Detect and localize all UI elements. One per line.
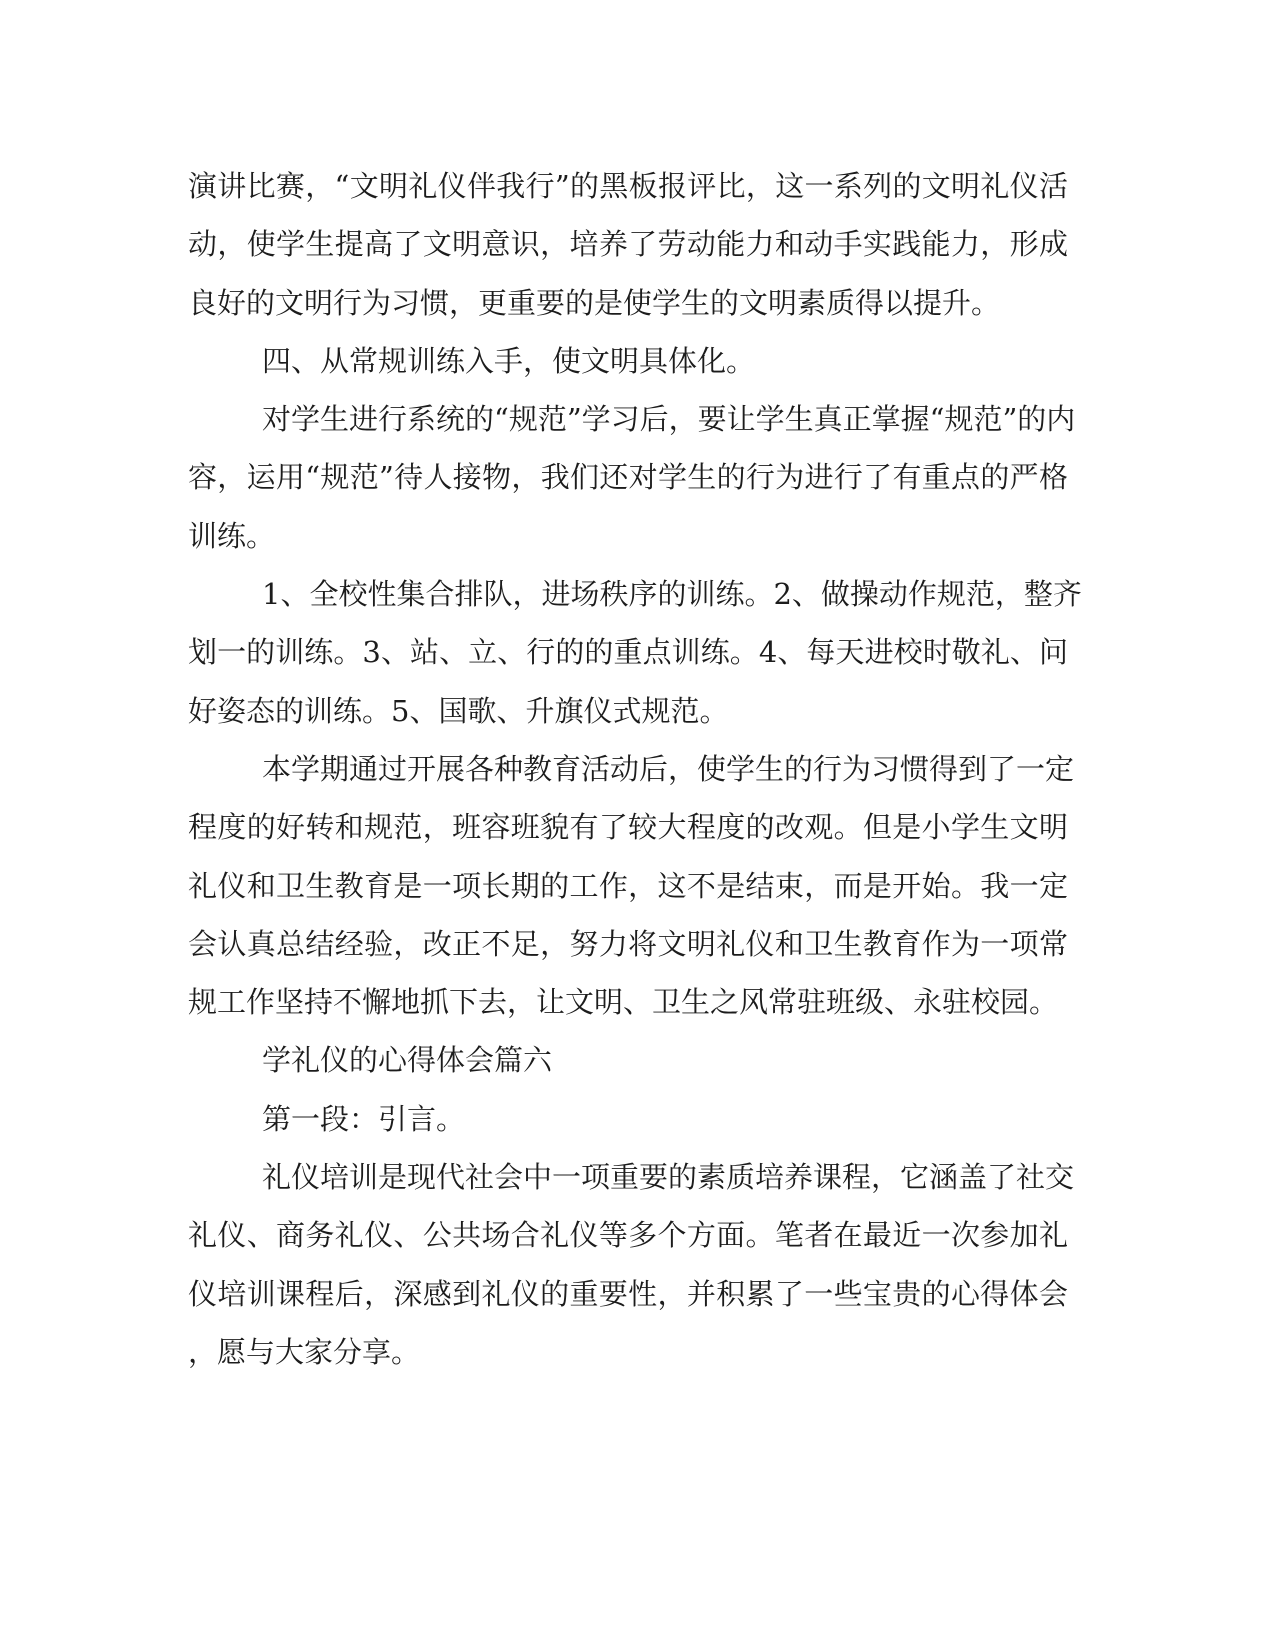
text-line: 划一的训练。3、站、立、行的的重点训练。4、每天进校时敬礼、问	[188, 635, 1068, 670]
section-heading: 第一段：引言。	[262, 1101, 466, 1136]
section-title: 学礼仪的心得体会篇六	[262, 1043, 553, 1078]
text-line: 好姿态的训练。5、国歌、升旗仪式规范。	[188, 693, 729, 728]
text-line: 礼仪、商务礼仪、公共场合礼仪等多个方面。笔者在最近一次参加礼	[188, 1218, 1068, 1253]
text-line: 仪培训课程后，深感到礼仪的重要性，并积累了一些宝贵的心得体会	[188, 1276, 1068, 1311]
text-line: 良好的文明行为习惯，更重要的是使学生的文明素质得以提升。	[188, 285, 1001, 320]
text-line: 会认真总结经验，改正不足，努力将文明礼仪和卫生教育作为一项常	[188, 926, 1068, 961]
text-line: 训练。	[188, 518, 276, 553]
document-body	[188, 157, 1082, 1381]
text-line: 容，运用“规范”待人接物，我们还对学生的行为进行了有重点的严格	[188, 460, 1068, 495]
text-line: 程度的好转和规范，班容班貌有了较大程度的改观。但是小学生文明	[188, 810, 1068, 845]
text-line: 规工作坚持不懈地抓下去，让文明、卫生之风常驻班级、永驻校园。	[188, 985, 1059, 1020]
text-line: 动，使学生提高了文明意识，培养了劳动能力和动手实践能力，形成	[188, 227, 1068, 262]
text-line: 演讲比赛，“文明礼仪伴我行”的黑板报评比，这一系列的文明礼仪活	[188, 169, 1068, 203]
section-heading: 四、从常规训练入手，使文明具体化。	[262, 343, 756, 378]
text-line: 礼仪和卫生教育是一项长期的工作，这不是结束，而是开始。我一定	[188, 868, 1068, 903]
paragraph-first-line: 1、全校性集合排队，进场秩序的训练。2、做操动作规范，整齐	[262, 577, 1082, 612]
paragraph-first-line: 礼仪培训是现代社会中一项重要的素质培养课程，它涵盖了社交	[262, 1160, 1075, 1195]
text-line: ，愿与大家分享。	[188, 1334, 421, 1369]
paragraph-first-line: 对学生进行系统的“规范”学习后，要让学生真正掌握“规范”的内	[262, 402, 1076, 437]
paragraph-first-line: 本学期通过开展各种教育活动后，使学生的行为习惯得到了一定	[262, 751, 1075, 786]
